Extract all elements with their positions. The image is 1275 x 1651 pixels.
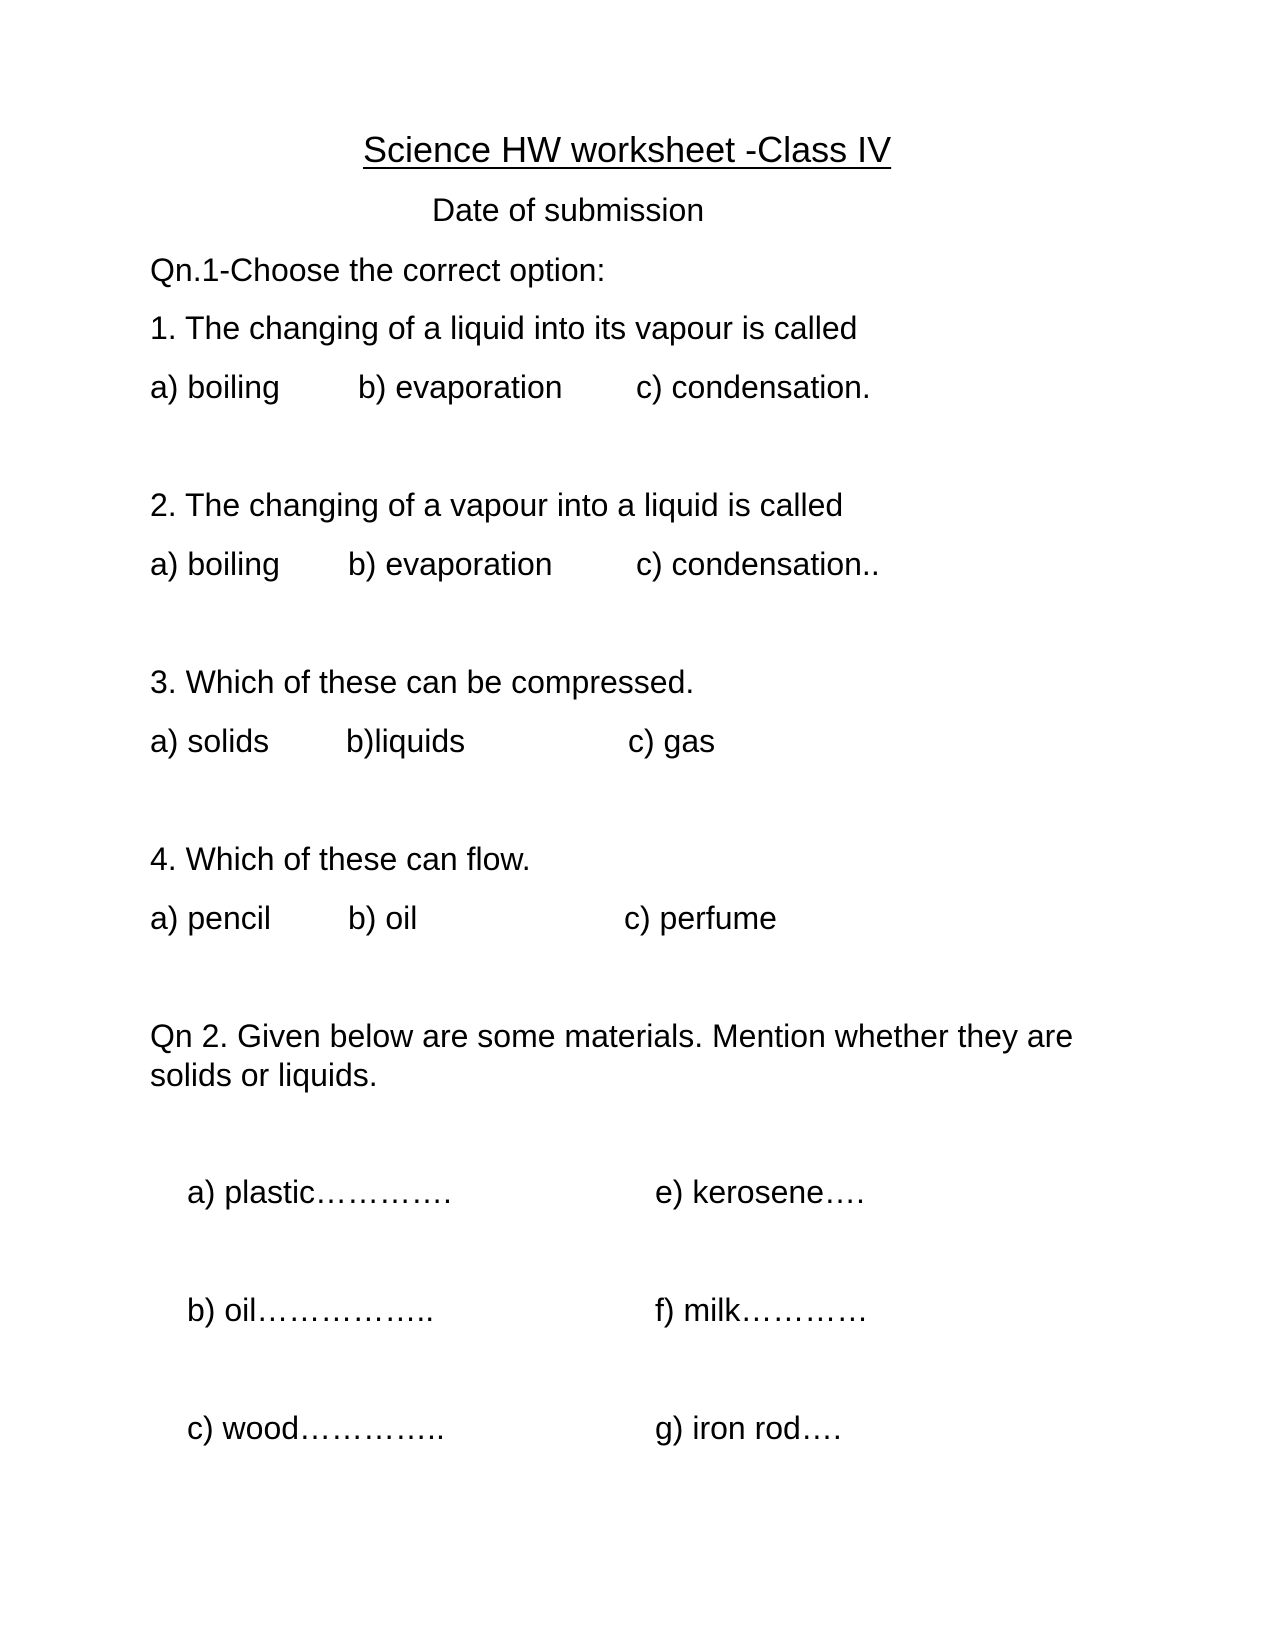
question-3-option-b: b)liquids — [346, 723, 466, 759]
question-1-text: 1. The changing of a liquid into its vapour is called — [150, 310, 858, 346]
question-4-option-a: a) pencil — [150, 900, 271, 936]
question-4-text: 4. Which of these can flow. — [150, 841, 531, 877]
question-2-option-c: c) condensation.. — [636, 546, 880, 582]
section1-heading: Qn.1-Choose the correct option: — [150, 252, 606, 288]
material-item-g: g) iron rod…. — [655, 1410, 842, 1446]
page-title: Science HW worksheet -Class IV — [363, 129, 892, 170]
material-item-f: f) milk………… — [655, 1292, 869, 1328]
question-1-option-b: b) evaporation — [358, 369, 563, 405]
question-3-option-a: a) solids — [150, 723, 270, 759]
question-3-option-c: c) gas — [628, 723, 716, 759]
question-2-text: 2. The changing of a vapour into a liquid is called — [150, 487, 844, 523]
section2-heading-line2: solids or liquids. — [150, 1057, 378, 1093]
material-item-e: e) kerosene…. — [655, 1174, 865, 1210]
question-2-option-a: a) boiling — [150, 546, 280, 582]
question-1-option-a: a) boiling — [150, 369, 280, 405]
material-item-c: c) wood………….. — [187, 1410, 445, 1446]
question-4-option-b: b) oil — [348, 900, 418, 936]
question-1-option-c: c) condensation. — [636, 369, 871, 405]
question-4-option-c: c) perfume — [624, 900, 777, 936]
submission-date-label: Date of submission — [432, 192, 705, 228]
material-item-a: a) plastic…………. — [187, 1174, 452, 1210]
question-3-text: 3. Which of these can be compressed. — [150, 664, 695, 700]
section2-heading-line1: Qn 2. Given below are some materials. Mention whether they are — [150, 1018, 1074, 1054]
material-item-b: b) oil…………….. — [187, 1292, 435, 1328]
question-2-option-b: b) evaporation — [348, 546, 553, 582]
